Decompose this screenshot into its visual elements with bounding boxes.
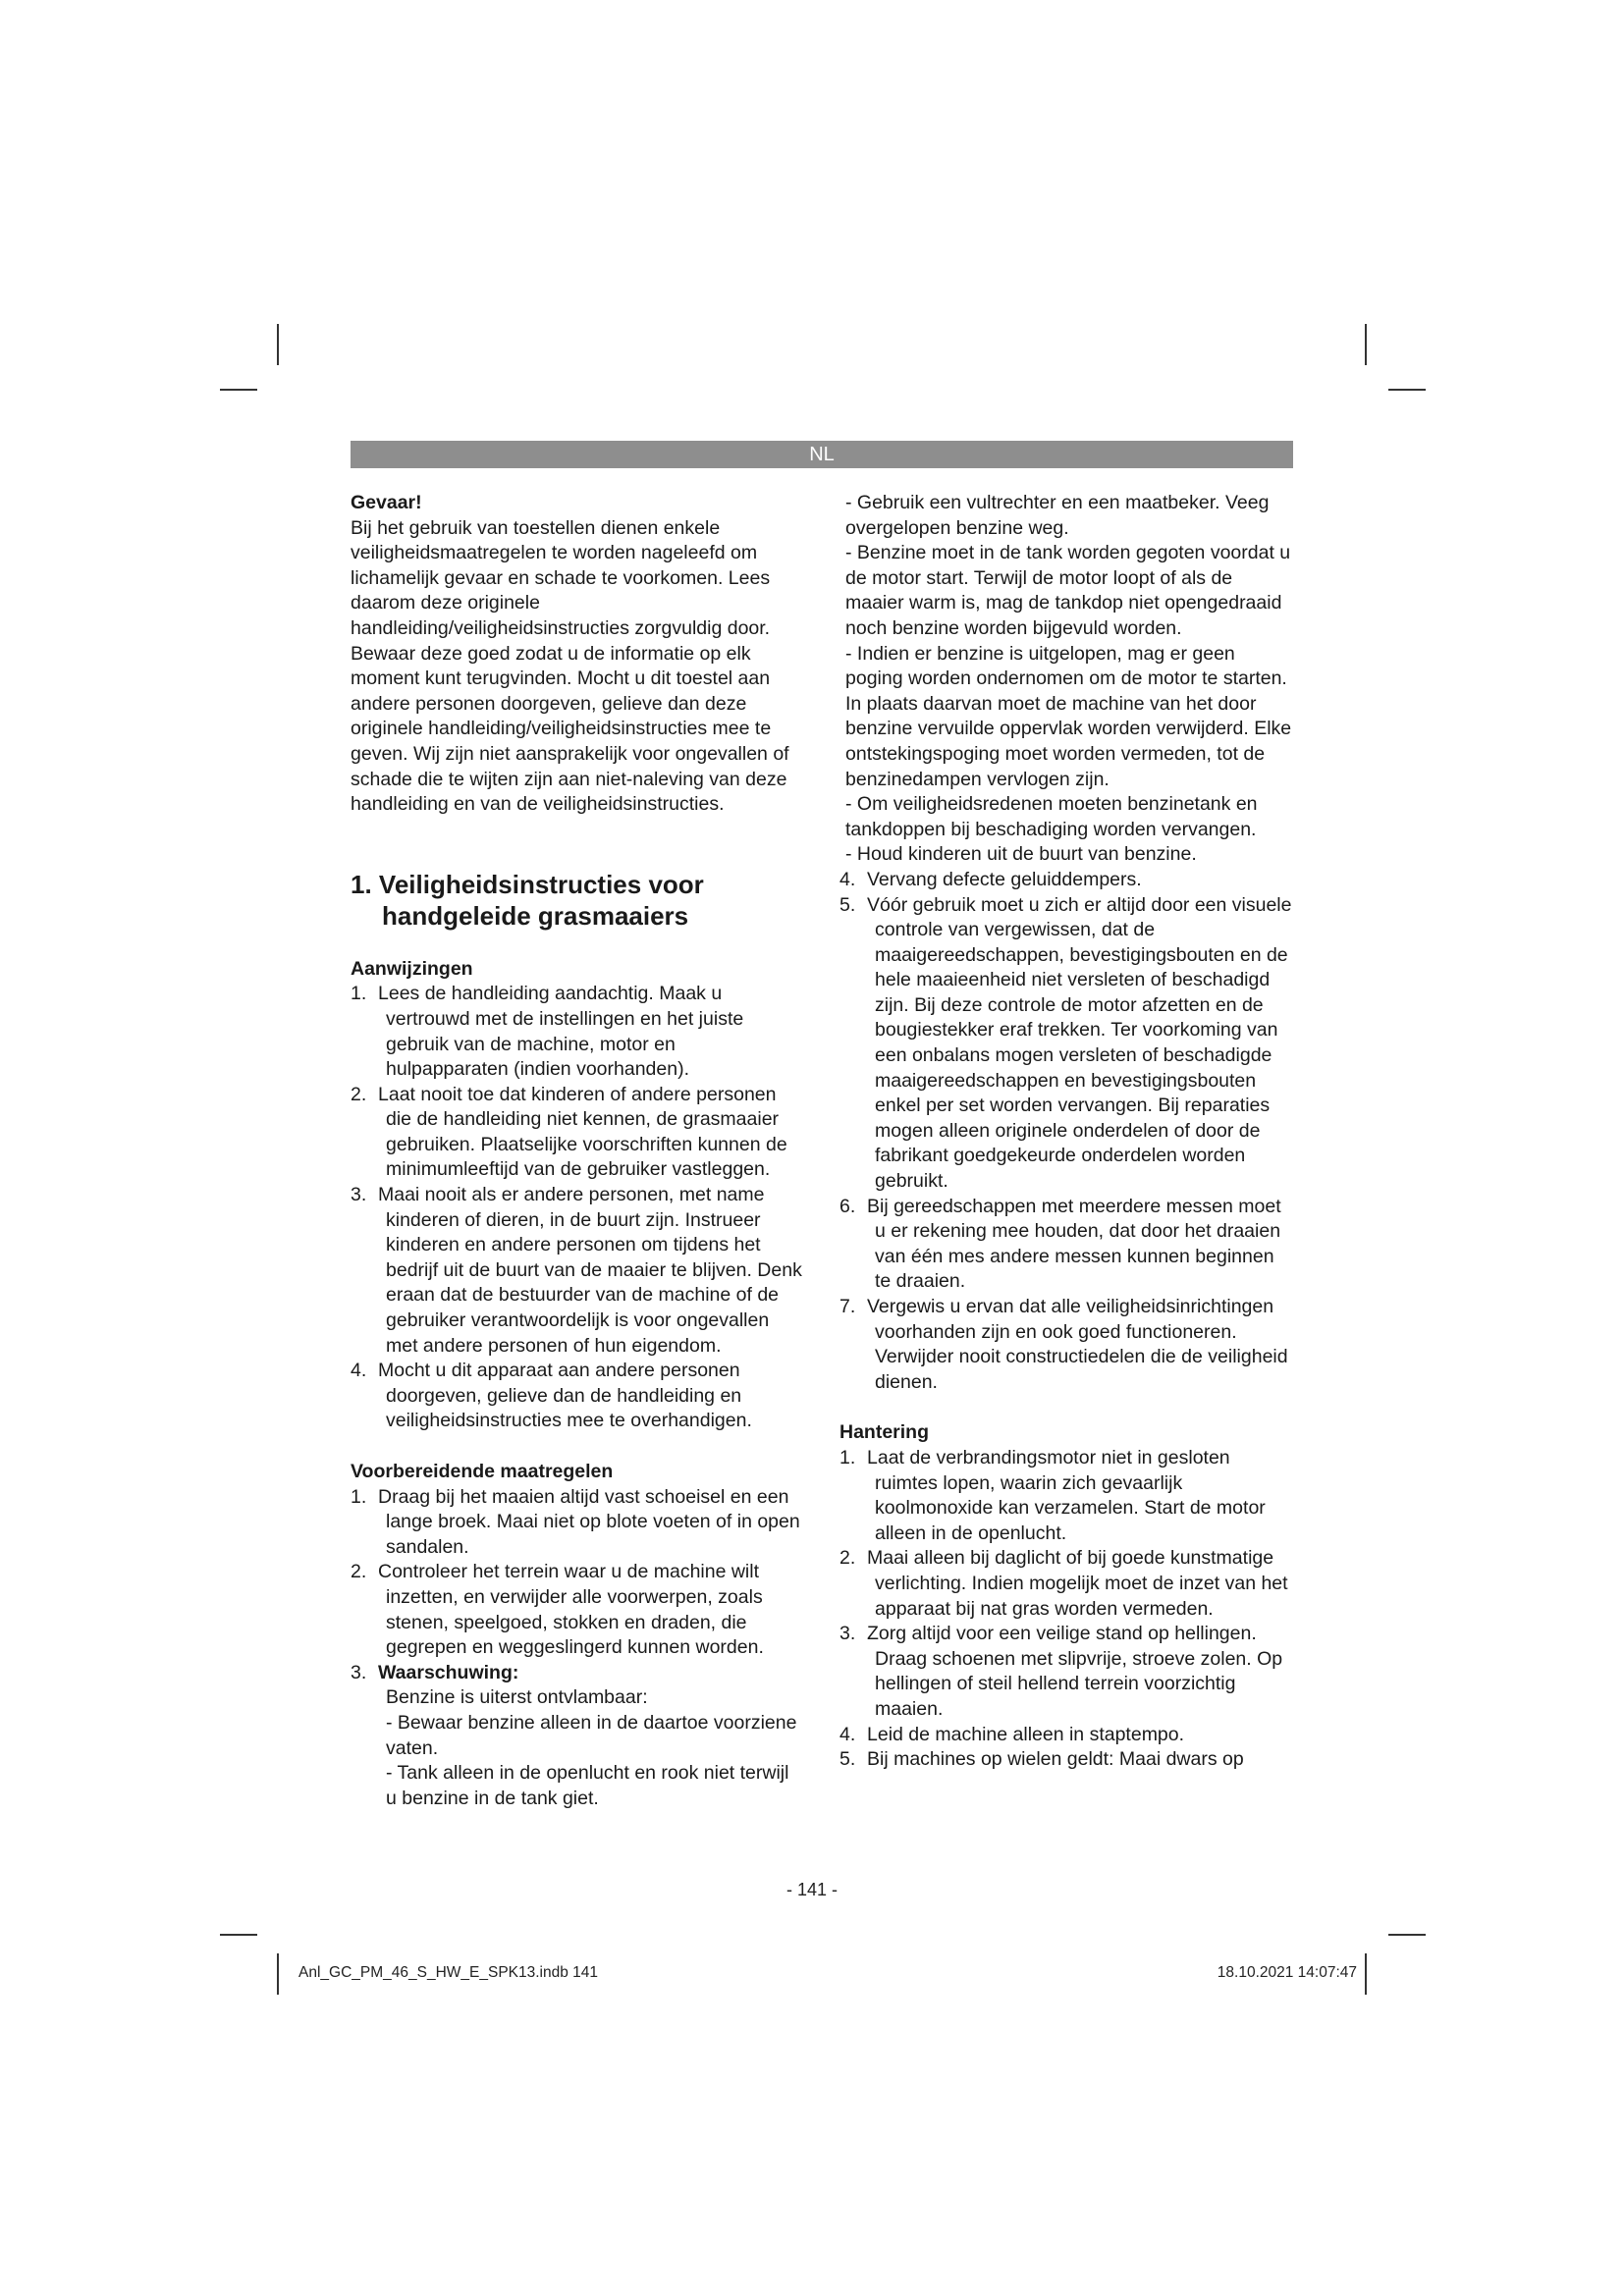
list-text: Laat nooit toe dat kinderen of andere personen die de handleiding niet kennen, de grasmaaier gebruiken. Plaatselijke voorschriften kunnen de minimumleeftijd van de gebruiker vastleggen. [378,1083,787,1181]
list-number: 4. [839,1723,856,1745]
petrol-lines [839,491,1293,868]
list-text: Vóór gebruik moet u zich er altijd door een visuele controle van vergewissen, dat de maaigereedschappen, bevestigingsbouten en de hele maaieenheid niet versleten of beschadigd zijn. Bij deze controle de motor afzetten en de bougiestekker eraf trekken. Ter voorkoming van een onbalans mogen versleten of beschadigde maaigereedschappen en bevestigingsbouten enkel per set worden vervangen. Bij reparaties mogen alleen originele onderdelen of door de fabrikant goedgekeurde onderdelen worden gebruikt. [867,893,1292,1193]
left-column [351,491,802,1811]
list-item [351,1560,802,1660]
list-number: 4. [351,1360,367,1382]
crop-mark [220,389,257,391]
right-list [839,868,1293,1395]
warning-lines [351,1685,802,1811]
list-item [839,1295,1293,1395]
list-item [839,868,1293,893]
language-bar: NL [351,441,1293,468]
list-text: Vergewis u ervan dat alle veiligheidsinrichtingen voorhanden zijn en ook goed functioneren. Verwijder nooit constructiedelen die de veiligheid dienen. [867,1296,1288,1393]
list-number: 1. [839,1446,856,1468]
page-number: - 141 - [785,1880,839,1899]
crop-mark [277,324,279,365]
list-number: 5. [839,893,856,916]
aanwijzingen-list [351,982,802,1434]
list-item [351,1083,802,1183]
list-number: 1. [351,1485,367,1508]
list-item [351,1359,802,1434]
text-line: - Bewaar benzine alleen in de daartoe voorziene vaten. [386,1711,797,1759]
list-item [351,1485,802,1561]
list-text: Zorg altijd voor een veilige stand op hellingen. Draag schoenen met slipvrije, stroeve zolen. Op hellingen of steil hellend terrein voorzichtig maaien. [867,1623,1283,1720]
list-text: Laat de verbrandingsmotor niet in gesloten ruimtes lopen, waarin zich gevaarlijk koolmonoxide kan verzamelen. Start de motor alleen in de openlucht. [867,1446,1266,1544]
list-number: 5. [839,1748,856,1771]
crop-mark [1365,1953,1367,1995]
list-item [839,1446,1293,1546]
list-item [351,1661,802,1686]
aanwijzingen-title: Aanwijzingen [351,957,473,980]
list-text: Bij machines op wielen geldt: Maai dwars op [867,1748,1244,1771]
list-item [839,1546,1293,1622]
text-line: - Indien er benzine is uitgelopen, mag er geen poging worden ondernomen om de motor te starten. In plaats daarvan moet de machine van het door benzine vervuilde oppervlak worden verwijderd. Elke ontstekingspoging moet worden vermeden, tot de benzinedampen vervlogen zijn. [845,642,1292,790]
crop-mark [1365,324,1367,365]
hantering-title: Hantering [839,1421,930,1444]
text-line: - Houd kinderen uit de buurt van benzine. [845,843,1197,866]
list-item [351,1183,802,1359]
list-number: 3. [351,1184,367,1206]
list-item [839,1622,1293,1722]
list-text: Maai nooit als er andere personen, met name kinderen of dieren, in de buurt zijn. Instrueer kinderen en andere personen om tijdens het bedrijf uit de buurt van de maaier te blijven. Denk eraan dat de bestuurder van de machine of de gebruiker verantwoordelijk is voor ongevallen met andere personen of hun eigendom. [378,1184,802,1357]
list-item [839,1195,1293,1295]
hantering-list [839,1446,1293,1773]
list-text: Mocht u dit apparaat aan andere personen doorgeven, gelieve dan de handleiding en veiligheidsinstructies mee te overhandigen. [378,1360,752,1432]
list-number: 4. [839,868,856,890]
list-number: 2. [351,1561,367,1583]
list-item [839,1723,1293,1748]
list-number: 3. [839,1623,856,1645]
list-text: Maai alleen bij daglicht of bij goede kunstmatige verlichting. Indien mogelijk moet de inzet van het apparaat bij nat gras worden vermeden. [867,1547,1288,1620]
list-text: Leid de machine alleen in staptempo. [867,1723,1185,1745]
list-text: Vervang defecte geluiddempers. [867,868,1142,890]
list-text: Draag bij het maaien altijd vast schoeisel en een lange broek. Maai niet op blote voeten of in open sandalen. [378,1485,800,1558]
list-text: Controleer het terrein waar u de machine wilt inzetten, en verwijder alle voorwerpen, zoals stenen, speelgoed, stokken en draden, die gegrepen en weggeslingerd kunnen worden. [378,1561,764,1659]
crop-mark [220,1934,257,1936]
voorbereidende-list [351,1485,802,1661]
voorbereidende-title: Voorbereidende maatregelen [351,1461,614,1482]
text-line: - Tank alleen in de openlucht en rook niet terwijl u benzine in de tank giet. [386,1762,789,1809]
list-text: Bij gereedschappen met meerdere messen moet u er rekening mee houden, dat door het draaien van één mes andere messen kunnen beginnen te draaien. [867,1195,1281,1293]
list-number: 6. [839,1195,856,1217]
list-text: Lees de handleiding aandachtig. Maak u vertrouwd met de instellingen en het juiste gebruik van de machine, motor en hulpapparaten (indien voorhanden). [378,983,744,1081]
section-title: 1. Veiligheidsinstructies voor handgeleide grasmaaiers [351,869,704,931]
list-item [839,893,1293,1195]
text-line: - Gebruik een vultrechter en een maatbeker. Veeg overgelopen benzine weg. [845,492,1270,539]
danger-text: Bij het gebruik van toestellen dienen enkele veiligheidsmaatregelen te worden nageleefd om lichamelijk gevaar en schade te voorkomen. Lees daarom deze originele handleiding/veiligheidsinstructies zorgvuldig door. Bewaar deze goed zodat u de informatie op elk moment kunt terugvinden. Mocht u dit toestel aan andere personen doorgeven, gelieve dan deze originele handleiding/veiligheidsinstructies mee te geven. Wij zijn niet aansprakelijk voor ongevallen of schade die te wijten zijn aan niet-naleving van deze handleiding en van de veiligheidsinstructies. [351,516,789,816]
text-line: - Om veiligheidsredenen moeten benzinetank en tankdoppen bij beschadiging worden vervangen. [845,793,1258,840]
list-number: 7. [839,1296,856,1317]
crop-mark [1388,389,1426,391]
danger-title: Gevaar! [351,492,422,513]
warning-title: Waarschuwing: [378,1661,519,1683]
list-item [839,1747,1293,1773]
list-number: 2. [839,1547,856,1570]
right-column [839,491,1293,1773]
list-number: 2. [351,1083,367,1105]
footer-file: Anl_GC_PM_46_S_HW_E_SPK13.indb 141 [298,1964,599,1981]
crop-mark [277,1953,279,1995]
list-number: 1. [351,983,367,1005]
text-line: Benzine is uiterst ontvlambaar: [386,1686,648,1709]
crop-mark [1388,1934,1426,1936]
text-line: - Benzine moet in de tank worden gegoten voordat u de motor start. Terwijl de motor loopt of als de maaier warm is, mag de tankdop niet opengedraaid noch benzine worden bijgevuld worden. [845,542,1291,639]
list-number: 3. [351,1661,367,1683]
footer-datetime: 18.10.2021 14:07:47 [1217,1964,1357,1981]
list-item [351,982,802,1082]
